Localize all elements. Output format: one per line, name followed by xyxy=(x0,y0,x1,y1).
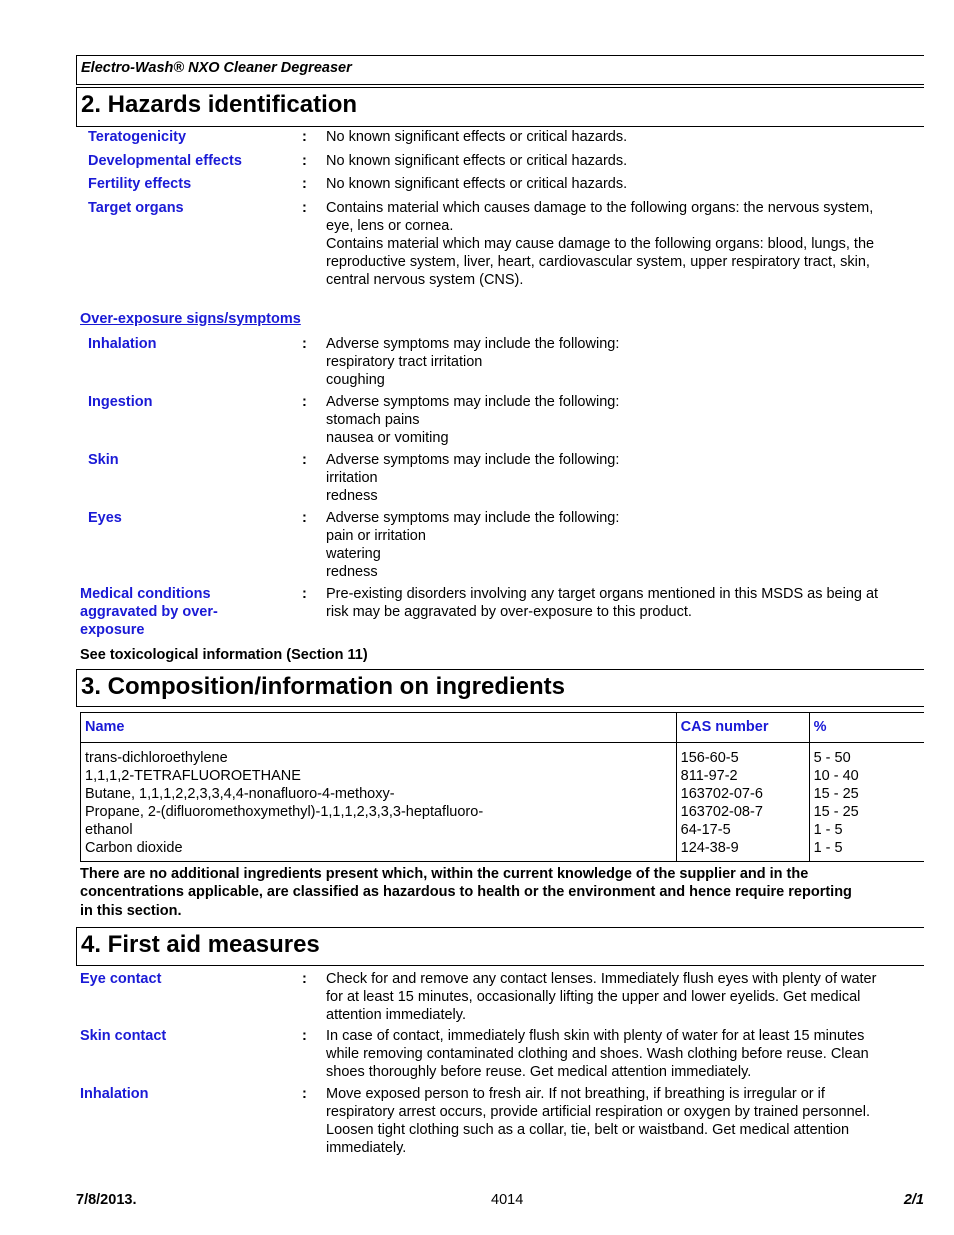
value-line: attention immediately. xyxy=(326,1006,466,1023)
value-line: No known significant effects or critical hazards. xyxy=(326,176,628,192)
value-line: nausea or vomiting xyxy=(326,429,449,446)
first-aid-label: Skin contact xyxy=(80,1027,167,1044)
ingredient-name: Carbon dioxide xyxy=(85,839,183,856)
first-aid-value xyxy=(326,1085,924,1161)
value-line: redness xyxy=(326,487,378,504)
ingredients-body-row xyxy=(81,742,925,861)
percent-range: 1 - 5 xyxy=(813,839,843,856)
symptom-row-ingestion xyxy=(88,393,924,451)
first-aid-label: Eye contact xyxy=(80,970,162,987)
section-2-hazard-rows xyxy=(76,128,924,311)
cas-number: 811-97-2 xyxy=(680,767,738,784)
value-line: Adverse symptoms may include the following: xyxy=(326,335,620,352)
colon: : xyxy=(302,335,307,352)
value-line: coughing xyxy=(326,371,385,388)
value-line: Loosen tight clothing such as a collar, tie, belt or waistband. Get medical attention xyxy=(326,1121,850,1138)
percent-range: 15 - 25 xyxy=(813,785,859,802)
hazard-label: Teratogenicity xyxy=(88,129,187,145)
percent-range: 15 - 25 xyxy=(813,803,859,820)
symptom-value xyxy=(326,335,924,393)
hazard-label: Developmental effects xyxy=(88,152,242,169)
ingredient-name: Butane, 1,1,1,2,2,3,3,4,4-nonafluoro-4-methoxy- xyxy=(85,785,395,802)
value-line: pain or irritation xyxy=(326,527,426,544)
colon: : xyxy=(302,509,307,526)
label-line: exposure xyxy=(80,621,145,638)
hazard-value xyxy=(326,175,924,199)
symptom-row-skin xyxy=(88,451,924,509)
symptom-value xyxy=(326,393,924,451)
hazard-label: Fertility effects xyxy=(88,176,192,192)
value-line: respiratory tract irritation xyxy=(326,353,483,370)
percent-range: 5 - 50 xyxy=(813,749,851,766)
colon: : xyxy=(302,1027,307,1044)
value-line: shoes thoroughly before reuse. Get medical attention immediately. xyxy=(326,1063,752,1080)
value-line: central nervous system (CNS). xyxy=(326,271,524,288)
value-line: Contains material which may cause damage to the following organs: blood, lungs, the xyxy=(326,235,875,252)
hazard-row-teratogenicity xyxy=(88,128,924,152)
value-line: Adverse symptoms may include the following: xyxy=(326,451,620,468)
symptom-rows xyxy=(76,335,924,585)
cas-number: 124-38-9 xyxy=(680,839,739,856)
hazard-row-developmental xyxy=(88,152,924,176)
cas-number: 64-17-5 xyxy=(680,821,731,838)
additional-ingredients-note xyxy=(76,865,924,927)
value-line: while removing contaminated clothing and shoes. Wash clothing before reuse. Clean xyxy=(326,1045,869,1062)
medical-conditions-row xyxy=(76,585,924,646)
header-cas: CAS number xyxy=(676,712,809,742)
value-line: watering xyxy=(326,545,381,562)
value-line: redness xyxy=(326,563,378,580)
cas-number: 163702-08-7 xyxy=(680,803,763,820)
symptom-row-eyes xyxy=(88,509,924,585)
see-toxicological-note: See toxicological information (Section 11) xyxy=(80,646,368,663)
note-line: in this section. xyxy=(80,902,182,919)
msds-page xyxy=(76,55,924,1161)
symptom-value xyxy=(326,451,924,509)
ingredient-percent-cell xyxy=(809,742,924,861)
hazard-value xyxy=(326,128,924,152)
section-3-heading: 3. Composition/information on ingredients xyxy=(76,669,924,707)
colon: : xyxy=(302,585,307,602)
symptom-label: Ingestion xyxy=(88,393,153,410)
colon: : xyxy=(302,393,307,410)
colon: : xyxy=(302,152,307,169)
ingredient-name: trans-dichloroethylene xyxy=(85,749,228,766)
percent-range: 1 - 5 xyxy=(813,821,843,838)
note-line: There are no additional ingredients present which, within the current knowledge of the supplier and in the xyxy=(80,865,809,882)
first-aid-rows xyxy=(76,970,924,1161)
colon: : xyxy=(302,129,307,145)
ingredient-name: Propane, 2-(difluoromethoxymethyl)-1,1,1,2,3,3,3-heptafluoro- xyxy=(85,803,484,820)
ingredients-header-row xyxy=(81,712,925,742)
medical-conditions-value xyxy=(326,585,924,646)
symptom-row-inhalation xyxy=(88,335,924,393)
symptom-label: Inhalation xyxy=(88,335,157,352)
footer-page-number: 2/1 xyxy=(903,1192,924,1208)
percent-range: 10 - 40 xyxy=(813,767,859,784)
medical-conditions-label xyxy=(80,585,302,646)
ingredient-cas-cell xyxy=(676,742,809,861)
colon: : xyxy=(302,451,307,468)
value-line: eye, lens or cornea. xyxy=(326,217,454,234)
value-line: for at least 15 minutes, occasionally lifting the upper and lower eyelids. Get medical xyxy=(326,988,861,1005)
label-line: Medical conditions xyxy=(80,585,211,602)
colon: : xyxy=(302,1085,307,1102)
ingredient-name: ethanol xyxy=(85,821,133,838)
value-line: No known significant effects or critical hazards. xyxy=(326,152,628,169)
value-line: reproductive system, liver, heart, cardiovascular system, upper respiratory tract, skin, xyxy=(326,253,870,270)
value-line: risk may be aggravated by over-exposure to this product. xyxy=(326,603,692,620)
hazard-value xyxy=(326,152,924,176)
symptom-value xyxy=(326,509,924,585)
footer-code: 4014 xyxy=(491,1192,524,1208)
ingredient-names-cell xyxy=(81,742,677,861)
value-line: No known significant effects or critical hazards. xyxy=(326,129,628,145)
product-name-bar: Electro-Wash® NXO Cleaner Degreaser xyxy=(76,55,924,85)
symptom-label: Skin xyxy=(88,451,119,468)
first-aid-value xyxy=(326,970,924,1027)
value-line: Contains material which causes damage to the following organs: the nervous system, xyxy=(326,199,874,216)
value-line: Pre-existing disorders involving any target organs mentioned in this MSDS as being at xyxy=(326,585,879,602)
value-line: Adverse symptoms may include the following: xyxy=(326,393,620,410)
hazard-label: Target organs xyxy=(88,199,184,216)
value-line: Check for and remove any contact lenses. Immediately flush eyes with plenty of water xyxy=(326,970,877,987)
label-line: aggravated by over- xyxy=(80,603,218,620)
ingredients-table xyxy=(80,712,924,862)
overexposure-heading: Over-exposure signs/symptoms xyxy=(80,310,301,327)
note-line: concentrations applicable, are classified as hazardous to health or the environment and hence require reporting xyxy=(80,884,852,900)
value-line: Move exposed person to fresh air. If not breathing, if breathing is irregular or if xyxy=(326,1085,825,1102)
symptom-label: Eyes xyxy=(88,509,122,526)
footer-date: 7/8/2013. xyxy=(76,1192,137,1208)
value-line: respiratory arrest occurs, provide artificial respiration or oxygen by trained personnel. xyxy=(326,1103,870,1120)
first-aid-row-eye-contact xyxy=(80,970,924,1027)
hazard-row-fertility xyxy=(88,175,924,199)
header-percent: % xyxy=(809,712,924,742)
header-name: Name xyxy=(81,712,677,742)
first-aid-label: Inhalation xyxy=(80,1085,149,1102)
value-line: In case of contact, immediately flush skin with plenty of water for at least 15 minutes xyxy=(326,1027,865,1044)
value-line: irritation xyxy=(326,469,378,486)
first-aid-value xyxy=(326,1027,924,1085)
ingredient-name: 1,1,1,2-TETRAFLUOROETHANE xyxy=(85,767,301,784)
value-line: stomach pains xyxy=(326,411,420,428)
value-line: immediately. xyxy=(326,1139,407,1156)
first-aid-row-skin-contact xyxy=(80,1027,924,1085)
value-line: Adverse symptoms may include the following: xyxy=(326,509,620,526)
colon: : xyxy=(302,199,307,216)
first-aid-row-inhalation xyxy=(80,1085,924,1161)
cas-number: 156-60-5 xyxy=(680,749,739,766)
section-4-heading: 4. First aid measures xyxy=(76,927,924,966)
hazard-row-target-organs xyxy=(88,199,924,311)
cas-number: 163702-07-6 xyxy=(680,785,763,802)
hazard-value xyxy=(326,199,924,311)
colon: : xyxy=(302,176,307,192)
colon: : xyxy=(302,970,307,987)
section-2-heading: 2. Hazards identification xyxy=(76,87,924,127)
